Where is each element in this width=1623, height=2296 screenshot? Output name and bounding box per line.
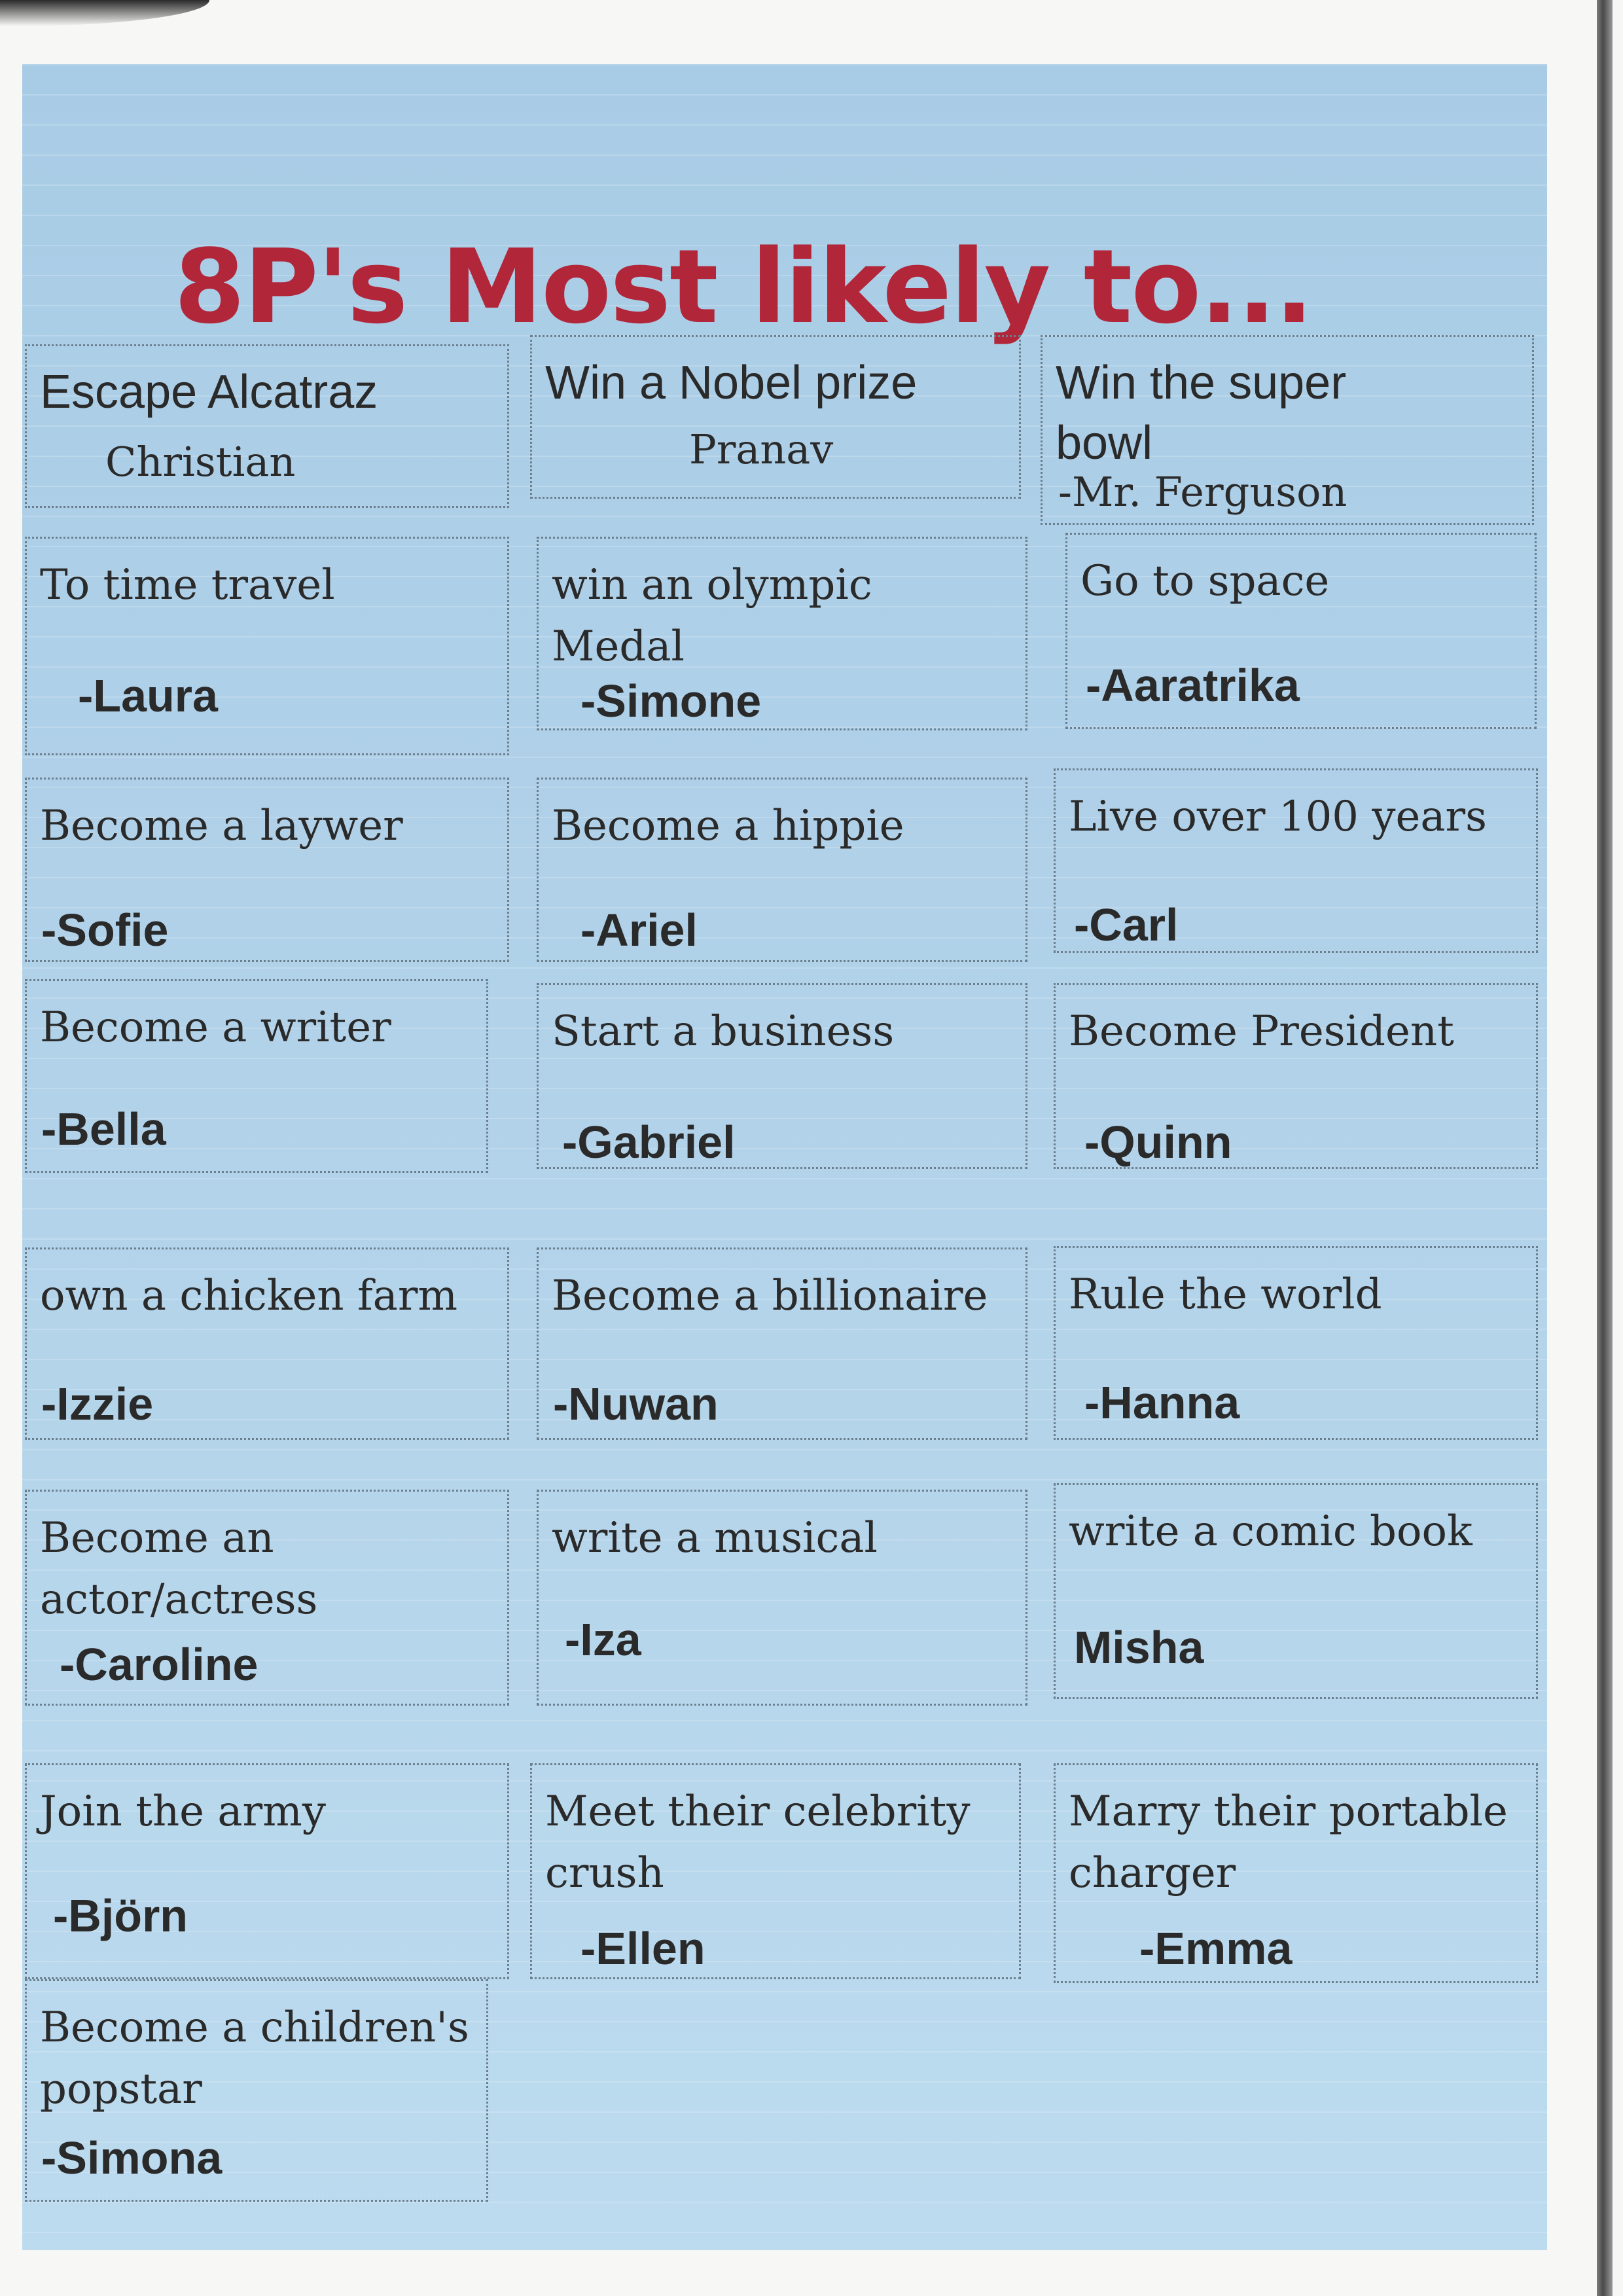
card-name: -Carl	[1074, 899, 1179, 950]
card-name: -Laura	[78, 670, 218, 721]
card-write-musical	[537, 1490, 1027, 1706]
card-name: -Bella	[41, 1103, 166, 1155]
card-name: -Simona	[41, 2132, 223, 2183]
card-name: -Björn	[53, 1890, 188, 1941]
card-name: -Simone	[580, 675, 762, 726]
card-name: Misha	[1074, 1622, 1204, 1673]
card-prompt: win an olympic Medal	[552, 561, 872, 671]
card-name: -Quinn	[1084, 1117, 1232, 1168]
card-prompt: Become a billionaire	[552, 1272, 988, 1320]
card-join-army	[25, 1763, 509, 1979]
card-prompt: write a comic book	[1069, 1507, 1472, 1556]
book-binding-edge	[1597, 0, 1613, 2296]
card-name: -Aaratrika	[1086, 660, 1300, 711]
card-comic-book	[1054, 1483, 1538, 1699]
card-olympic-medal	[537, 537, 1027, 730]
card-time-travel	[25, 537, 509, 755]
card-name: -Caroline	[60, 1639, 259, 1690]
card-prompt: Become a writer	[40, 1003, 391, 1052]
card-name: -Gabriel	[562, 1117, 736, 1168]
page-corner-shadow	[0, 0, 209, 26]
card-prompt: Go to space	[1080, 557, 1330, 605]
card-go-to-space	[1065, 533, 1537, 729]
card-actor-actress	[25, 1490, 509, 1706]
card-prompt: Win the super bowl	[1056, 357, 1347, 469]
card-prompt: Become a children's popstar	[40, 2003, 469, 2113]
card-prompt: Become a laywer	[40, 802, 403, 850]
card-prompt: Meet their celebrity crush	[545, 1787, 971, 1897]
card-prompt: Become a hippie	[552, 802, 904, 850]
card-prompt: Join the army	[40, 1787, 326, 1836]
card-chicken-farm	[25, 1247, 509, 1440]
card-name: -Sofie	[41, 905, 169, 956]
card-become-laywer	[25, 778, 509, 962]
card-prompt: To time travel	[40, 561, 335, 609]
card-billionaire	[537, 1247, 1027, 1440]
card-prompt: Live over 100 years	[1069, 793, 1487, 841]
card-name: Christian	[105, 438, 296, 486]
card-prompt: Become President	[1069, 1007, 1454, 1056]
card-nobel-prize	[530, 335, 1021, 499]
card-name: Pranav	[689, 425, 834, 473]
card-name: -Izzie	[41, 1378, 154, 1429]
card-prompt: Become an actor/actress	[40, 1514, 318, 1624]
card-prompt: write a musical	[552, 1514, 878, 1562]
card-name: -Iza	[565, 1614, 641, 1665]
card-prompt: Escape Alcatraz	[40, 366, 378, 418]
yearbook-page	[22, 64, 1547, 2250]
card-celebrity-crush	[530, 1763, 1021, 1979]
card-rule-the-world	[1054, 1246, 1538, 1440]
card-escape-alcatraz	[25, 344, 509, 508]
card-name: -Mr. Ferguson	[1058, 468, 1347, 516]
card-super-bowl	[1041, 335, 1534, 525]
card-start-business	[537, 983, 1027, 1169]
card-childrens-popstar	[25, 1979, 488, 2202]
card-become-hippie	[537, 778, 1027, 962]
card-live-over-100	[1054, 768, 1538, 953]
page-title: 8P's Most likely to...	[174, 227, 1313, 346]
card-name: -Hanna	[1084, 1377, 1240, 1428]
card-name: -Ellen	[580, 1923, 705, 1974]
card-name: -Ariel	[580, 905, 698, 956]
card-name: -Emma	[1139, 1923, 1293, 1974]
card-become-president	[1054, 983, 1538, 1169]
card-become-writer	[25, 979, 488, 1173]
card-name: -Nuwan	[553, 1378, 719, 1429]
card-prompt: Marry their portable charger	[1069, 1787, 1508, 1897]
card-prompt: Start a business	[552, 1007, 895, 1056]
card-prompt: Rule the world	[1069, 1270, 1382, 1319]
card-portable-charger	[1054, 1763, 1538, 1983]
card-prompt: Win a Nobel prize	[545, 357, 918, 409]
card-prompt: own a chicken farm	[40, 1272, 458, 1320]
